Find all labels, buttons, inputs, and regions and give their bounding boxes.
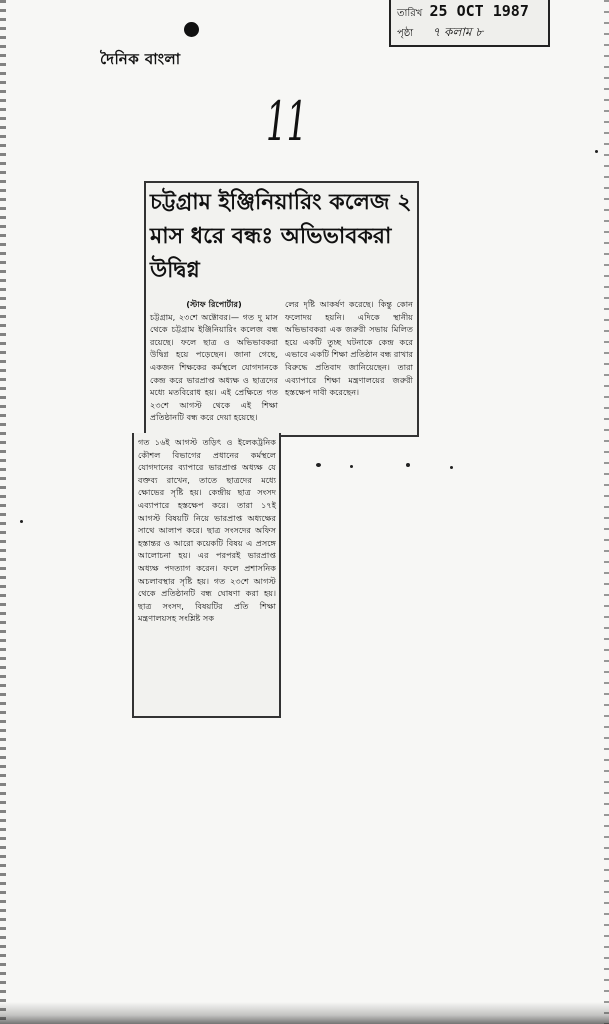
article-paragraph-right: লের দৃষ্টি আকর্ষণ করেছে। কিন্তু কোন ফলোদয় হয়নি। এদিকে স্থানীয় অভিভাবকরা এক জরুরী সভায় মিলিত হয়ে একটি তুচ্ছ ঘটনাকে কেন্দ্র করে এভাবে একটি শিক্ষা প্রতিষ্ঠান বন্ধ রাখার বিরুদ্ধে প্রতিবাদ জানিয়েছেন। তারা এব্যাপারে শিক্ষা মন্ত্রণালয়ের জরুরী হস্তক্ষেপ দাবী করেছেন। <box>285 299 413 398</box>
article-byline: (স্টাফ রিপোর্টার) <box>186 299 242 309</box>
newspaper-name: দৈনিক বাংলা <box>100 50 181 68</box>
scan-speck <box>595 150 598 153</box>
scan-speck <box>450 466 453 469</box>
scanned-page-edge-right <box>604 0 609 1024</box>
article-paragraph-left: চট্টগ্রাম, ২৩শে অক্টোবর।— গত দু মাস থেকে চট্টগ্রাম ইঞ্জিনিয়ারিং কলেজ বন্ধ রয়েছে। ফলে ছাত্র ও অভিভাবকরা উদ্বিগ্ন হয়ে পড়েছেন। জানা গেছে, একজন শিক্ষকের কর্মস্থলে যোগদানকে কেন্দ্র করে ভারপ্রাপ্ত অধ্যক্ষ ও ছাত্রদের মধ্যে মতবিরোধ হয়। এই প্রেক্ষিতে গত ২৩শে আগস্ট থেকে এই শিক্ষা প্রতিষ্ঠানটি বন্ধ করে দেয়া হয়েছে। <box>150 311 278 423</box>
scan-speck <box>316 463 321 467</box>
stamp-page-row <box>397 24 483 44</box>
scanned-page-edge-left <box>0 0 6 1024</box>
stamp-date-label: তারিখ <box>397 8 423 19</box>
article-column-lower <box>138 436 276 625</box>
stamp-date-value: 25 OCT 1987 <box>429 2 529 20</box>
scan-speck <box>406 463 410 467</box>
article-column-left <box>150 298 278 424</box>
scanned-page-bottom-edge <box>0 1002 609 1024</box>
article-headline: চট্টগ্রাম ইঞ্জিনিয়ারিং কলেজ ২ মাস ধরে বন্ধঃ অভিভাবকরা উদ্বিগ্ন <box>150 190 412 283</box>
scan-speck <box>350 465 353 468</box>
article-column-right <box>285 298 413 399</box>
handwritten-page-mark: 11 <box>266 90 308 153</box>
stamp-page-value: ৭ কলাম ৮ <box>432 25 484 39</box>
scan-speck <box>20 520 23 523</box>
punch-hole-left <box>184 22 199 37</box>
article-paragraph-lower: গত ১৬ই আগস্ট তড়িৎ ও ইলেকট্রনিক কৌশল বিভাগের প্রধানের কর্মস্থলে যোগদানের ব্যাপারে ভারপ্রাপ্ত অধ্যক্ষ যে বক্তব্য রাখেন, তাতে ছাত্রদের মধ্যে ক্ষোভের সৃষ্টি হয়। কেন্দ্রীয় ছাত্র সংসদ এব্যাপারে হস্তক্ষেপ করে। তারা ১৭ই আগস্ট বিষয়টি নিয়ে ভারপ্রাপ্ত অধ্যক্ষের সাথে আলাপ করে। ছাত্র সংসদের অফিস হস্তান্তর ও আরো কয়েকটি বিষয় এ প্রসঙ্গে আলোচনা হয়। এর পরপরই ভারপ্রাপ্ত অধ্যক্ষ পদত্যাগ করেন। ফলে প্রশাসনিক অচলাবস্থার সৃষ্টি হয়। গত ২৩শে আগস্ট থেকে প্রতিষ্ঠানটি বন্ধ ঘোষণা করা হয়। ছাত্র সংসদ, বিষয়টির প্রতি শিক্ষা মন্ত্রণালয়সহ সংশ্লিষ্ট সক <box>138 437 276 624</box>
stamp-date-row <box>397 2 529 23</box>
stamp-page-label: পৃষ্ঠা <box>397 28 414 39</box>
date-stamp <box>389 0 550 47</box>
